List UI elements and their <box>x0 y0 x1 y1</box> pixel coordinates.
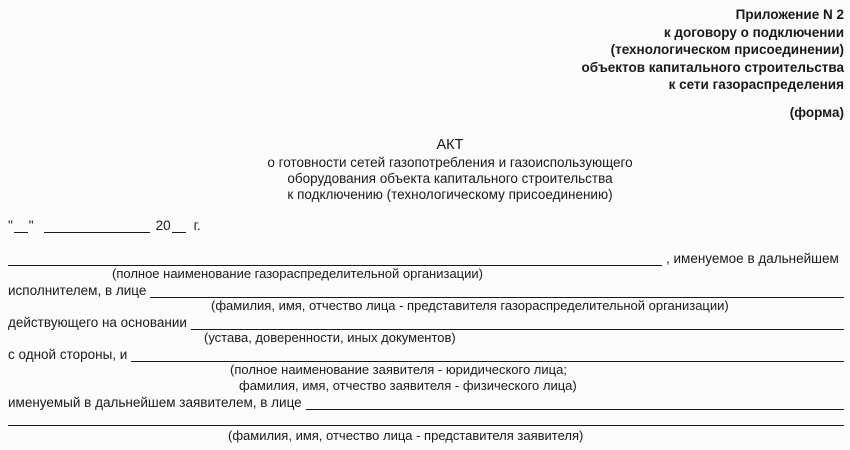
appendix-line: к сети газораспределения <box>668 77 844 92</box>
row1-suffix: , именуемое в дальнейшем <box>666 251 839 266</box>
hint-applicant-line2: фамилия, имя, отчество заявителя - физического лица) <box>239 378 577 393</box>
row3-prefix: действующего на основании <box>8 315 187 330</box>
month-blank[interactable] <box>44 220 150 233</box>
hint-applicant-representative: (фамилия, имя, отчество лица - представителя заявителя) <box>228 428 584 443</box>
row-applicant-representative <box>8 395 844 410</box>
act-title: АКТ <box>436 137 464 153</box>
year-blank[interactable] <box>172 220 186 233</box>
basis-document-blank[interactable] <box>191 317 844 330</box>
year-prefix: 20 <box>155 218 171 233</box>
day-blank[interactable] <box>14 220 28 233</box>
organization-name-blank[interactable] <box>8 253 662 266</box>
hint-executor: (фамилия, имя, отчество лица - представителя газораспределительной организации) <box>211 298 729 313</box>
year-suffix: г. <box>193 218 201 233</box>
row4-prefix: с одной стороны, и <box>8 347 128 362</box>
appendix-header <box>582 6 844 94</box>
row2-prefix: исполнителем, в лице <box>8 283 147 298</box>
applicant-representative-blank[interactable] <box>306 397 844 410</box>
row-basis <box>8 315 844 330</box>
hint-applicant-line1: (полное наименование заявителя - юридического лица; <box>230 362 567 377</box>
appendix-line: к договору о подключении <box>663 24 844 40</box>
act-subtitle-line: к подключению (технологическому присоединению) <box>287 187 613 202</box>
applicant-name-blank[interactable] <box>131 349 844 362</box>
row-executor <box>8 283 844 298</box>
act-heading <box>150 137 750 203</box>
row-organization <box>8 251 844 266</box>
row-full-blank <box>8 413 844 426</box>
hint-organization: (полное наименование газораспределительной организации) <box>112 266 483 281</box>
applicant-representative-blank-2[interactable] <box>8 413 844 426</box>
appendix-line: (технологическом присоединении) <box>610 42 844 57</box>
hint-basis: (устава, доверенности, иных документов) <box>204 330 456 345</box>
act-subtitle-line: о готовности сетей газопотребления и газоиспользующего <box>267 155 633 170</box>
form-label: (форма) <box>789 105 844 120</box>
appendix-line: объектов капитального строительства <box>581 59 844 75</box>
executor-representative-blank[interactable] <box>150 285 844 298</box>
date-close-quote: " <box>28 218 34 233</box>
date-line <box>8 218 201 233</box>
row5-prefix: именуемый в дальнейшем заявителем, в лице <box>8 395 302 410</box>
row-applicant <box>8 347 844 362</box>
act-subtitle-line: оборудования объекта капитального строительства <box>287 171 613 186</box>
date-open-quote: " <box>8 218 13 233</box>
appendix-line: Приложение N 2 <box>735 7 844 22</box>
